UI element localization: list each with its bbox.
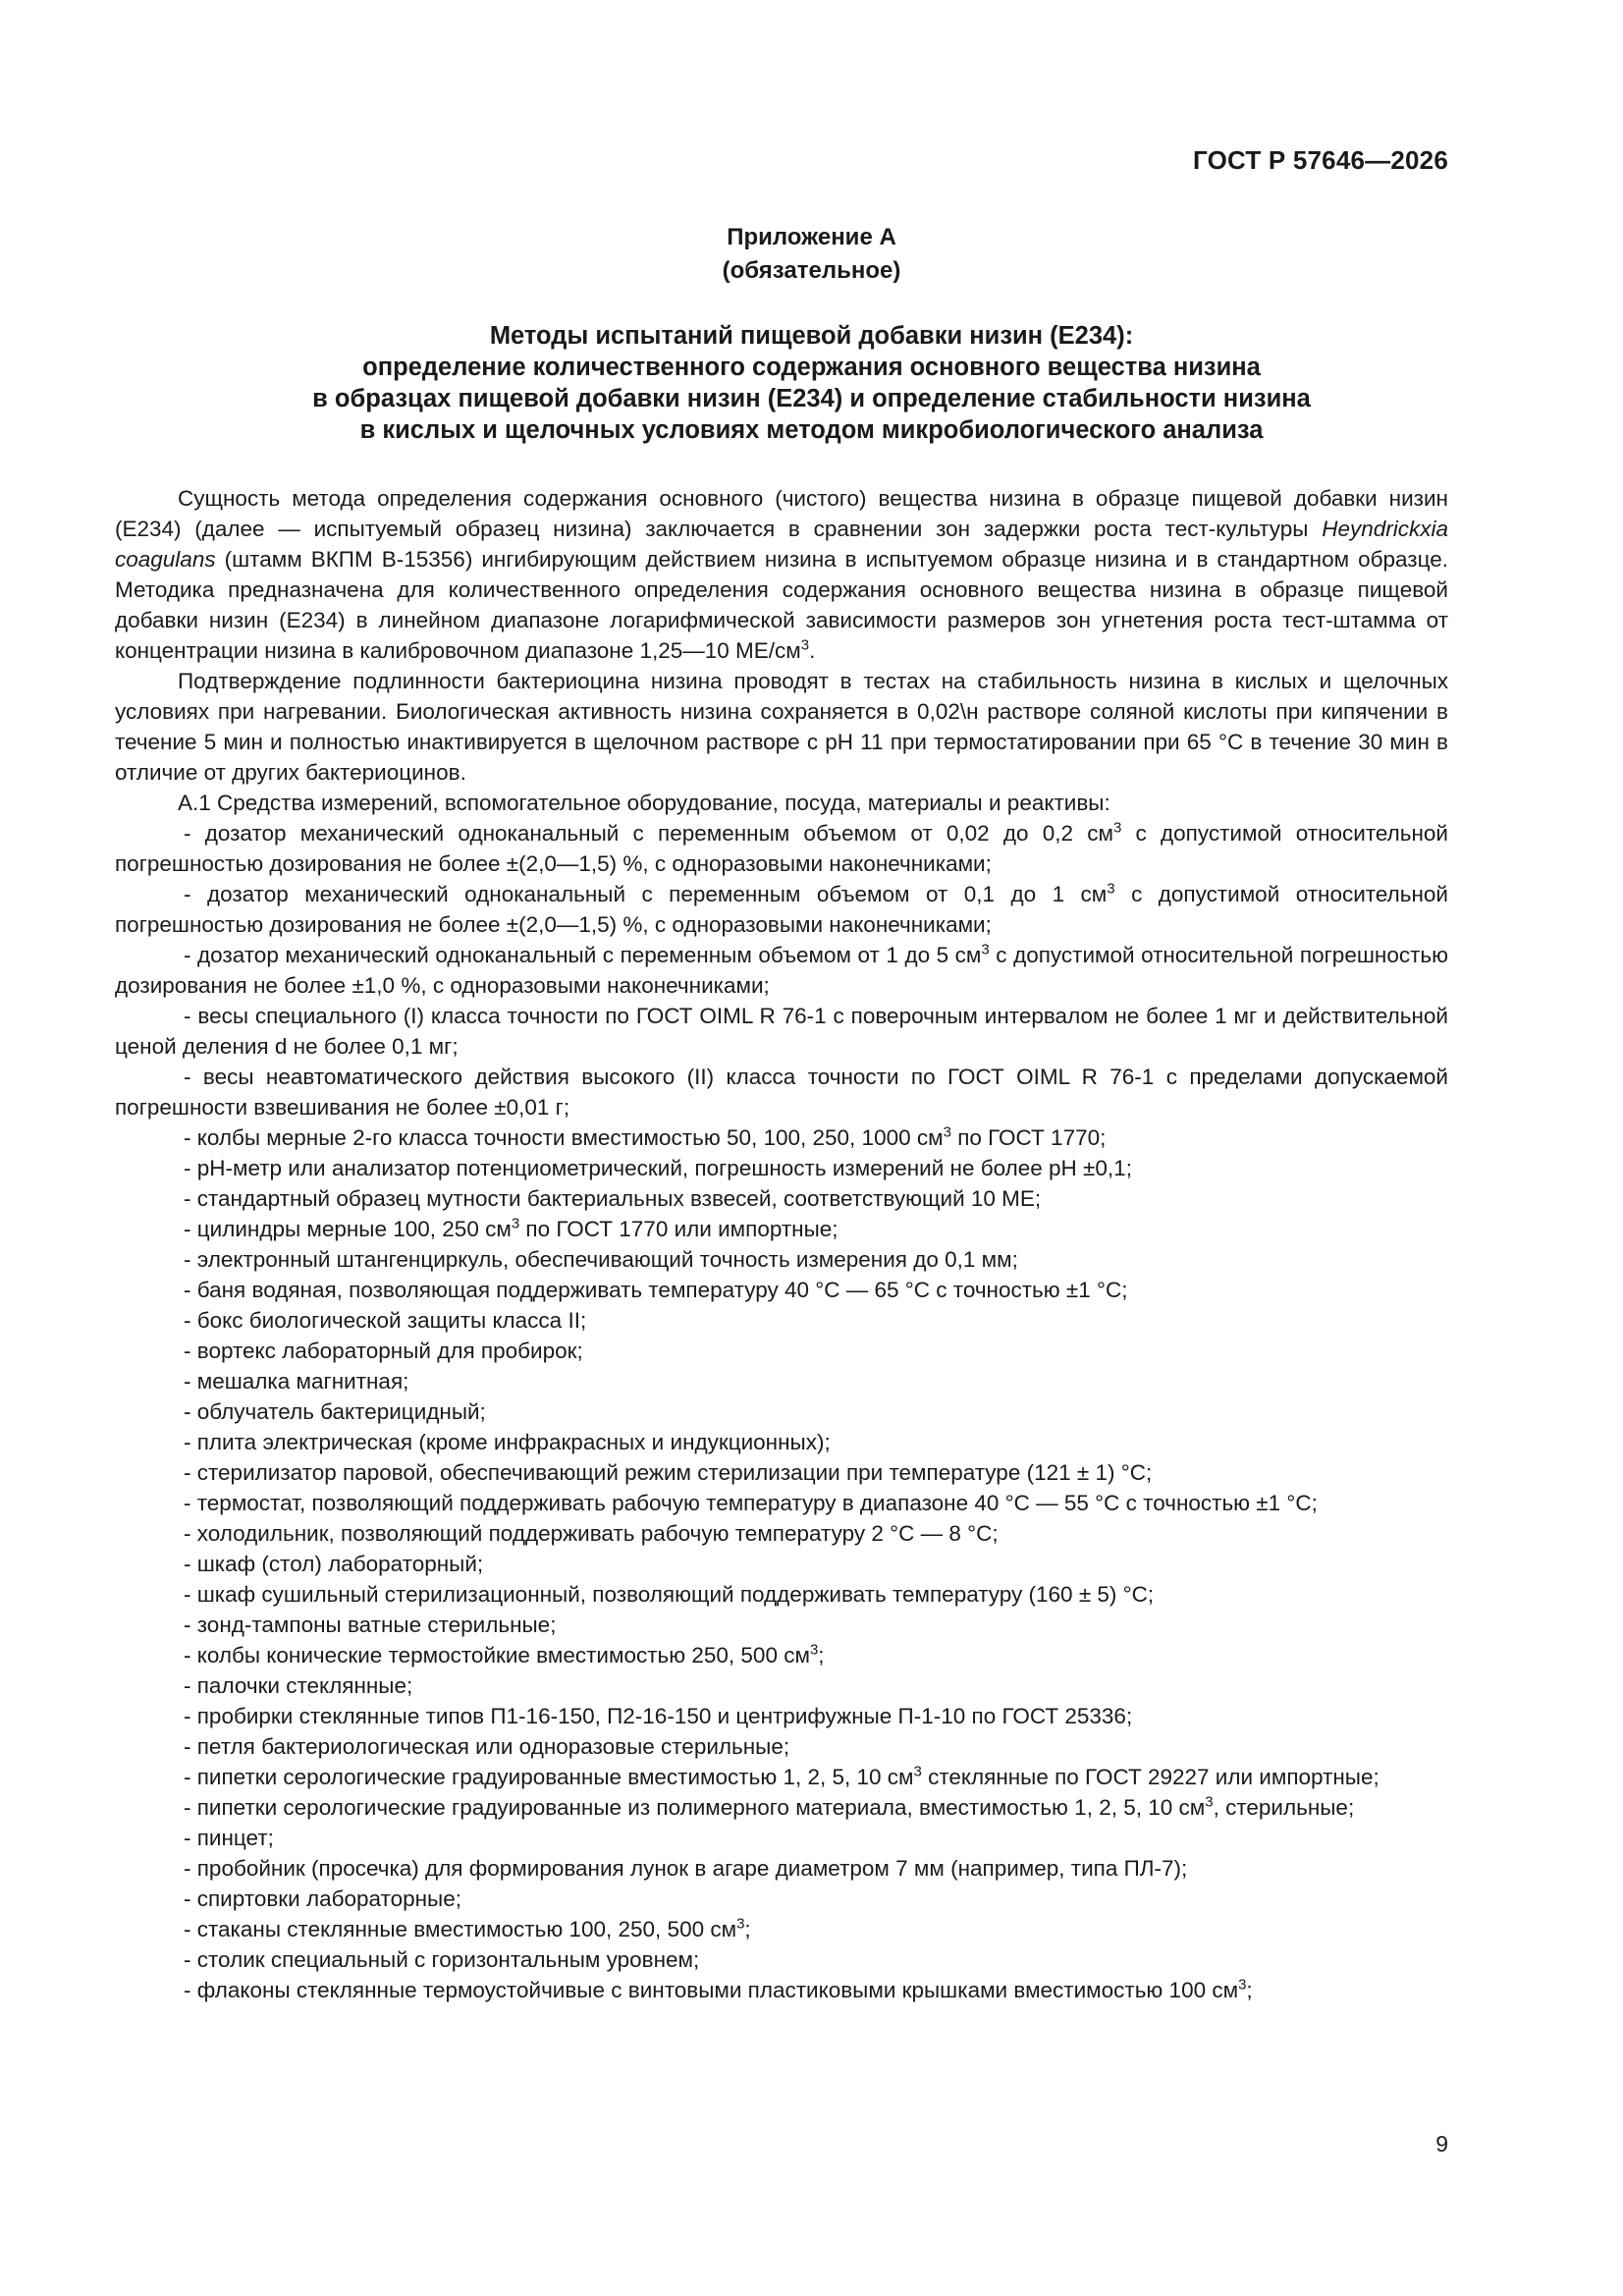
list-item (115, 1305, 1448, 1336)
list-item (115, 1579, 1448, 1610)
list-item (115, 1792, 1448, 1823)
title-line: в кислых и щелочных условиях методом микробиологического анализа (359, 416, 1264, 444)
standard-id: ГОСТ Р 57646—2026 (1193, 145, 1448, 175)
superscript: 3 (981, 941, 990, 958)
list-item (115, 1396, 1448, 1427)
list-item-text: - шкаф (стол) лабораторный; (184, 1552, 484, 1576)
annex-label: Приложение А (727, 224, 896, 250)
list-item-text: по ГОСТ 1770; (950, 1125, 1107, 1150)
list-item-text: - холодильник, позволяющий поддерживать рабочую температуру 2 °C — 8 °C; (184, 1521, 999, 1546)
list-item-text: - стерилизатор паровой, обеспечивающий режим стерилизации при температуре (121 ± 1) °C; (184, 1460, 1153, 1485)
list-item-text: с допустимой относительной погрешностью дозирования не более ±1,0 %, с одноразовыми наконечниками; (115, 943, 1448, 998)
list-item (115, 1457, 1448, 1488)
list-item-text: - пипетки серологические градуированные из полимерного материала, вместимостью 1, 2, 5, 10 см (184, 1795, 1206, 1820)
list-item (115, 1670, 1448, 1701)
list-item (115, 879, 1448, 940)
list-item-text: - пинцет; (184, 1826, 274, 1850)
list-item (115, 1975, 1448, 2005)
list-item-text: - весы неавтоматического действия высокого (II) класса точности по ГОСТ OIML R 76-1 с пределами допускаемой погрешности взвешивания не более ±0,01 г; (115, 1065, 1448, 1120)
list-item-text: - облучатель бактерицидный; (184, 1399, 486, 1424)
list-item-text: по ГОСТ 1770 или импортные; (519, 1217, 839, 1241)
list-item-text: - весы специального (I) класса точности по ГОСТ OIML R 76-1 с поверочным интервалом не более 1 мг и действительной ценой деления d не более 0,1 мг; (115, 1004, 1448, 1059)
list-item-text: - плита электрическая (кроме инфракрасных и индукционных); (184, 1430, 831, 1454)
paragraph-text: . (809, 638, 816, 663)
paragraph-text: Сущность метода определения содержания основного (чистого) вещества низина в образце пищевой добавки низин (Е234) (далее — испытуемый образец низина) заключается в сравнении зон задержки роста тест-культуры (115, 486, 1448, 541)
list-item (115, 1122, 1448, 1153)
list-item (115, 1853, 1448, 1884)
title-line: определение количественного содержания основного вещества низина (362, 354, 1261, 381)
list-item-text: - стандартный образец мутности бактериальных взвесей, соответствующий 10 МЕ; (184, 1186, 1042, 1211)
list-item (115, 1488, 1448, 1518)
paragraph-text: (штамм ВКПМ В-15356) ингибирующим действием низина в испытуемом образце низина и в стандартном образце. Методика предназначена для количественного определения содержания основного вещества низина в образце пищевой добавки низин (Е234) в линейном диапазоне логарифмической зависимости размеров зон угнетения роста тест-штамма от концентрации низина в калибровочном диапазоне 1,25—10 МЕ/см (115, 547, 1448, 663)
list-item-text: - пробойник (просечка) для формирования лунок в агаре диаметром 7 мм (например, типа ПЛ-7); (184, 1856, 1188, 1881)
list-item (115, 1549, 1448, 1579)
list-item-text: - столик специальный с горизонтальным уровнем; (184, 1947, 700, 1972)
list-item (115, 940, 1448, 1001)
annex-title (167, 320, 1456, 446)
list-item (115, 1275, 1448, 1305)
list-item-text: - вортекс лабораторный для пробирок; (184, 1339, 583, 1363)
list-item-text: - цилиндры мерные 100, 250 см (184, 1217, 512, 1241)
page-number: 9 (1435, 2131, 1448, 2157)
species-name: Heyndrickxia coagulans (115, 517, 1448, 572)
list-item-text: стеклянные по ГОСТ 29227 или импортные; (921, 1765, 1380, 1789)
list-item-text: ; (744, 1917, 751, 1941)
list-item (115, 1062, 1448, 1122)
list-item-text: ; (818, 1643, 825, 1667)
list-item-text: - бокс биологической защиты класса II; (184, 1308, 587, 1333)
superscript: 3 (1112, 819, 1122, 837)
superscript: 3 (913, 1763, 922, 1780)
title-line: в образцах пищевой добавки низин (Е234) и определение стабильности низина (312, 385, 1311, 412)
list-item-text: - дозатор механический одноканальный с переменным объемом от 0,1 до 1 см (184, 882, 1108, 906)
list-item-text: - пробирки стеклянные типов П1-16-150, П2-16-150 и центрифужные П-1-10 по ГОСТ 25336; (184, 1704, 1133, 1728)
paragraph-authenticity: Подтверждение подлинности бактериоцина низина проводят в тестах на стабильность низина в кислых и щелочных условиях при нагревании. Биологическая активность низина сохраняется в 0,02\н растворе соляной кислоты при кипячении в течение 5 мин и полностью инактивируется в щелочном растворе с pH 11 при термостатировании при 65 °C в течение 30 мин в отличие от других бактериоцинов. (115, 669, 1448, 785)
annex-status: (обязательное) (722, 257, 901, 284)
list-item-text: - стаканы стеклянные вместимостью 100, 250, 500 см (184, 1917, 737, 1941)
list-item (115, 1731, 1448, 1762)
list-item (115, 1823, 1448, 1853)
list-item (115, 1153, 1448, 1183)
list-item-text: - электронный штангенциркуль, обеспечивающий точность измерения до 0,1 мм; (184, 1247, 1018, 1272)
list-item-text: ; (1246, 1978, 1253, 2002)
list-item (115, 818, 1448, 879)
list-item (115, 1944, 1448, 1975)
list-item (115, 1183, 1448, 1214)
superscript: 3 (1107, 880, 1115, 898)
list-item (115, 1701, 1448, 1731)
list-item (115, 1427, 1448, 1457)
list-item-text: с допустимой относительной погрешностью дозирования не более ±(2,0—1,5) %, с одноразовыми наконечниками; (115, 882, 1448, 937)
list-item (115, 1336, 1448, 1366)
superscript: 3 (736, 1915, 745, 1933)
list-item-text: - пипетки серологические градуированные вместимостью 1, 2, 5, 10 см (184, 1765, 914, 1789)
list-item-text: - петля бактериологическая или одноразовые стерильные; (184, 1734, 790, 1759)
list-item (115, 1640, 1448, 1670)
superscript: 3 (943, 1123, 951, 1141)
list-item-text: - зонд-тампоны ватные стерильные; (184, 1613, 557, 1637)
document-body (115, 483, 1448, 2005)
list-item-text: - баня водяная, позволяющая поддерживать температуру 40 °C — 65 °C с точностью ±1 °C; (184, 1278, 1128, 1302)
list-item-text: - шкаф сушильный стерилизационный, позволяющий поддерживать температуру (160 ± 5) °C; (184, 1582, 1155, 1607)
superscript: 3 (800, 636, 810, 654)
superscript: 3 (809, 1641, 819, 1659)
list-item-text: - дозатор механический одноканальный с переменным объемом от 1 до 5 см (184, 943, 982, 967)
list-item-text: , стерильные; (1213, 1795, 1355, 1820)
title-line: Методы испытаний пищевой добавки низин (Е234): (489, 322, 1134, 350)
list-item-text: - колбы конические термостойкие вместимостью 250, 500 см (184, 1643, 810, 1667)
list-item (115, 1001, 1448, 1062)
list-item-text: - pH-метр или анализатор потенциометрический, погрешность измерений не более pH ±0,1; (184, 1156, 1132, 1180)
list-item-text: - колбы мерные 2-го класса точности вместимостью 50, 100, 250, 1000 см (184, 1125, 944, 1150)
list-item (115, 1762, 1448, 1792)
superscript: 3 (1205, 1793, 1214, 1811)
list-item-text: - флаконы стеклянные термоустойчивые с винтовыми пластиковыми крышками вместимостью 100 см (184, 1978, 1239, 2002)
list-item-text: - дозатор механический одноканальный с переменным объемом от 0,02 до 0,2 см (184, 821, 1113, 846)
superscript: 3 (1238, 1976, 1247, 1994)
list-item (115, 1518, 1448, 1549)
list-item (115, 1366, 1448, 1396)
list-item (115, 1884, 1448, 1914)
equipment-list (115, 818, 1448, 2005)
list-item (115, 1214, 1448, 1244)
list-item-text: - палочки стеклянные; (184, 1673, 413, 1698)
list-item-text: - мешалка магнитная; (184, 1369, 409, 1394)
list-item (115, 1914, 1448, 1944)
list-item (115, 1244, 1448, 1275)
list-item (115, 1610, 1448, 1640)
list-item-text: - термостат, позволяющий поддерживать рабочую температуру в диапазоне 40 °C — 55 °C с точностью ±1 °C; (184, 1491, 1318, 1515)
paragraph-method-essence (115, 483, 1448, 666)
list-item-text: - спиртовки лабораторные; (184, 1886, 461, 1911)
list-item-text: с допустимой относительной погрешностью дозирования не более ±(2,0—1,5) %, с одноразовыми наконечниками; (115, 821, 1449, 876)
section-a1-heading: А.1 Средства измерений, вспомогательное оборудование, посуда, материалы и реактивы: (178, 791, 1110, 815)
superscript: 3 (511, 1215, 520, 1232)
